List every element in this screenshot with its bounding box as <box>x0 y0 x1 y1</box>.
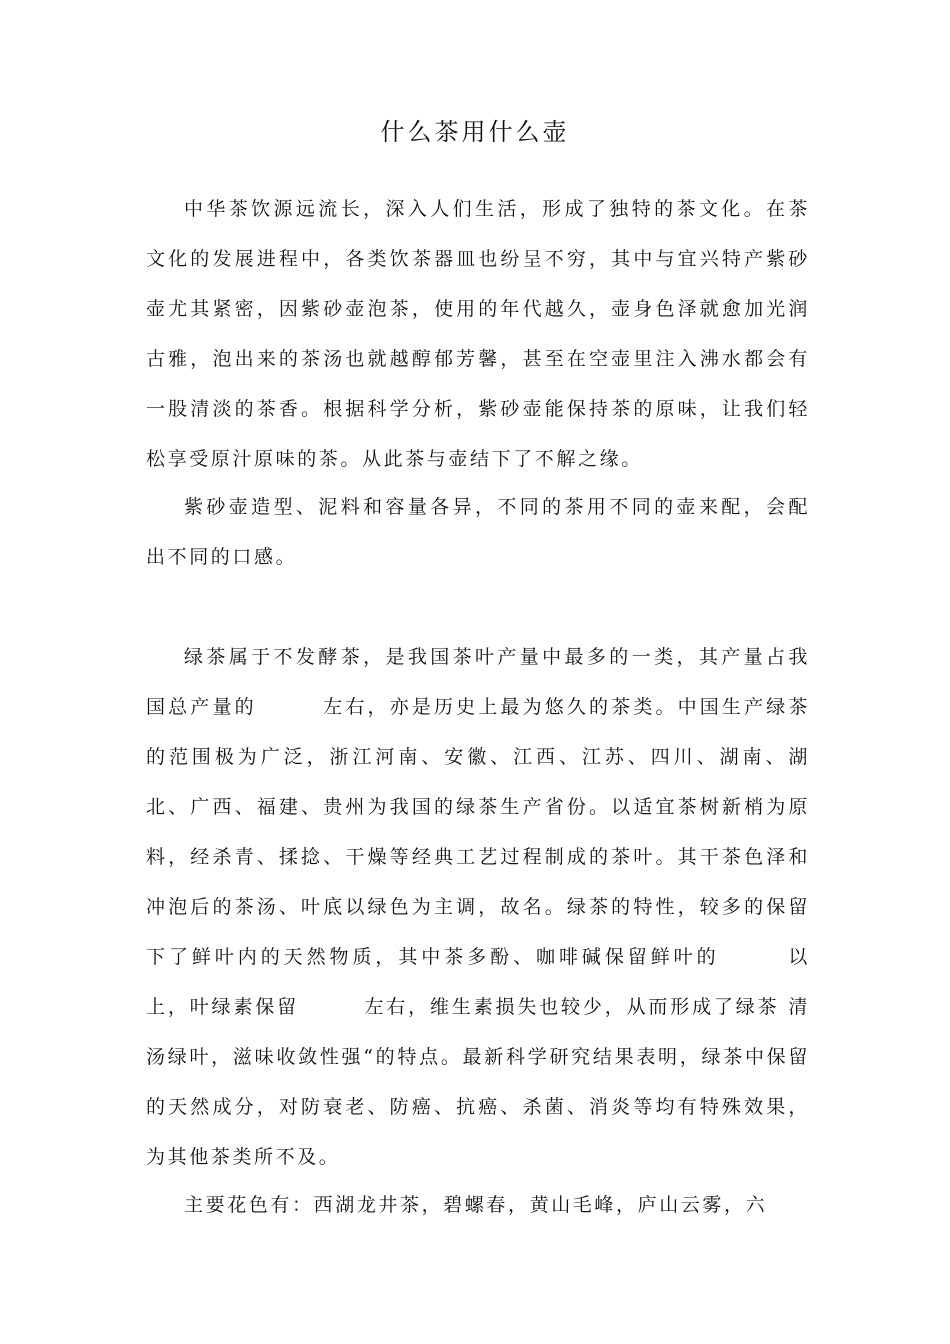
paragraph-teapot-matching: 紫砂壶造型、泥料和容量各异，不同的茶用不同的壶来配，会配出不同的口感。 <box>146 496 810 568</box>
paragraph-main-varieties: 主要花色有：西湖龙井茶，碧螺春，黄山毛峰，庐山云雾，六 <box>184 1194 768 1216</box>
page-title: 什么茶用什么壶 <box>380 118 570 146</box>
paragraph-intro: 中华茶饮源远流长，深入人们生活，形成了独特的茶文化。在茶文化的发展进程中，各类饮茶器皿也纷呈不穷，其中与宜兴特产紫砂壶尤其紧密，因紫砂壶泡茶，使用的年代越久，壶身色泽就愈加光润古雅，泡出来的茶汤也就越醇郁芳馨，甚至在空壶里注入沸水都会有一股清淡的茶香。根据科学分析，紫砂壶能保持茶的原味，让我们轻松享受原汁原味的茶。从此茶与壶结下了不解之缘。 <box>146 198 810 470</box>
paragraph-green-tea: 绿茶属于不发酵茶，是我国茶叶产量中最多的一类，其产量占我国总产量的 左右，亦是历史上最为悠久的茶类。中国生产绿茶的范围极为广泛，浙江河南、安徽、江西、江苏、四川、湖南、湖北、广西、福建、贵州为我国的绿茶生产省份。以适宜茶树新梢为原料，经杀青、揉捻、干燥等经典工艺过程制成的茶叶。其干茶色泽和冲泡后的茶汤、叶底以绿色为主调，故名。绿茶的特性，较多的保留下了鲜叶内的天然物质，其中茶多酚、咖啡碱保留鲜叶的 以上，叶绿素保留 左右，维生素损失也较少，从而形成了绿茶 清汤绿叶，滋味收敛性强“的特点。最新科学研究结果表明，绿茶中保留的天然成分，对防衰老、防癌、抗癌、杀菌、消炎等均有特殊效果，为其他茶类所不及。 <box>146 646 810 1168</box>
